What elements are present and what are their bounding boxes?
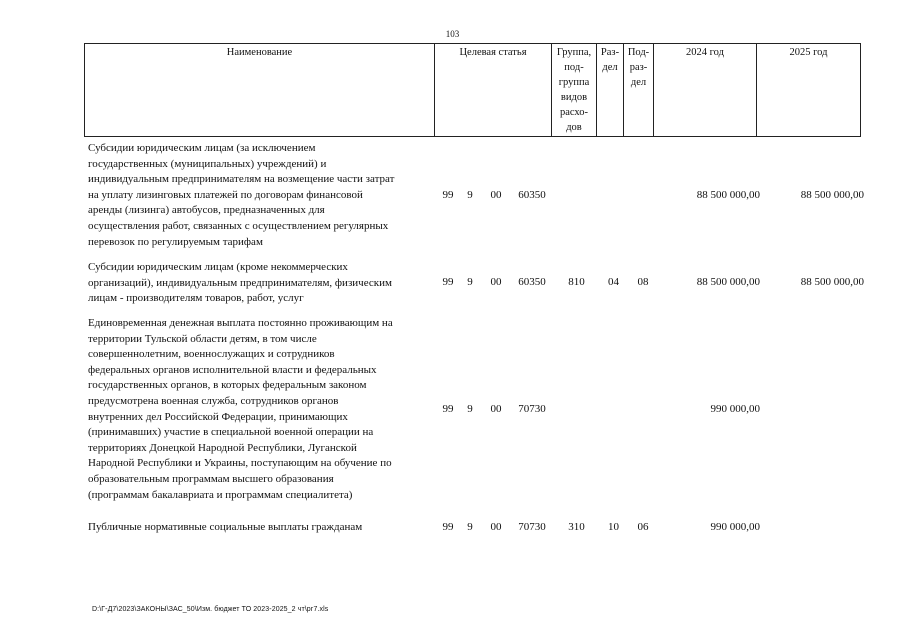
- target-code-3: 00: [490, 403, 502, 415]
- target-code-4: 60350: [518, 276, 546, 288]
- header-year-2025: 2025 год: [757, 44, 861, 137]
- header-name: Наименование: [85, 44, 435, 137]
- header-subsection: Под- раз- дел: [624, 44, 654, 137]
- subsection-code: 06: [637, 521, 649, 533]
- expense-group: 810: [568, 276, 585, 288]
- table-row: [84, 316, 884, 504]
- row-name: Субсидии юридическим лицам (кроме некоммерческих организаций), индивидуальным предпринимателям, физическим лицам - производителям товаров, работ, услуг: [88, 261, 392, 305]
- target-code-3: 00: [490, 189, 502, 201]
- header-section: Раз- дел: [597, 44, 624, 137]
- amount-2024: 88 500 000,00: [696, 276, 760, 288]
- target-code-1: 99: [442, 403, 454, 415]
- page-number: 103: [445, 29, 460, 39]
- table-row: [84, 141, 884, 251]
- target-code-2: 9: [467, 189, 473, 201]
- target-code-1: 99: [442, 276, 454, 288]
- amount-2025: 88 500 000,00: [800, 276, 864, 288]
- section-code: 10: [608, 521, 619, 533]
- section-code: 04: [608, 276, 619, 288]
- row-name: Субсидии юридическим лицам (за исключением государственных (муниципальных) учреждений) и индивидуальным предпринимателям на возмещение части затрат на уплату лизинговых платежей по договорам финансовой аренды (лизинга) автобусов, предназначенных для осуществления работ, связанных с осуществлением регулярных перевозок по регулируемым тарифам: [88, 142, 395, 248]
- row-name: Публичные нормативные социальные выплаты гражданам: [88, 521, 363, 533]
- target-code-4: 70730: [518, 403, 546, 415]
- target-code-1: 99: [442, 189, 454, 201]
- table-row: [84, 520, 884, 538]
- target-code-4: 60350: [518, 189, 546, 201]
- header-year-2024: 2024 год: [654, 44, 757, 137]
- table-header: [84, 43, 861, 137]
- target-code-2: 9: [467, 403, 473, 415]
- header-target-article: Целевая статья: [435, 44, 552, 137]
- target-code-2: 9: [467, 276, 473, 288]
- file-path-footer: D:\Г-Д7\2023\ЗАКОНЫ\ЗАС_50\Изм. бюджет ТО 2023-2025_2 чт\рг7.xls: [92, 606, 329, 613]
- amount-2024: 88 500 000,00: [696, 189, 760, 201]
- target-code-2: 9: [467, 521, 473, 533]
- amount-2024: 990 000,00: [710, 521, 760, 533]
- header-group: Группа, под- группа видов расхо- дов: [552, 44, 597, 137]
- target-code-3: 00: [490, 521, 502, 533]
- row-name: Единовременная денежная выплата постоянно проживающим на территории Тульской области детям, в том числе совершеннолетним, военнослужащих и сотрудников федеральных органов исполнительной власти и федеральных государственных органов, в которых федеральным законом предусмотрена военная служба, сотрудников органов внутренних дел Российской Федерации, принимающих (принимавших) участие в специальной военной операции на территориях Донецкой Народной Республики, Луганской Народной Республики и Украины, поступающим на обучение по образовательным программам высшего образования (программам бакалавриата и программам специалитета): [88, 317, 393, 501]
- table-row: [84, 260, 884, 308]
- target-code-3: 00: [490, 276, 502, 288]
- amount-2025: 88 500 000,00: [800, 189, 864, 201]
- amount-2024: 990 000,00: [710, 403, 760, 415]
- expense-group: 310: [568, 521, 585, 533]
- target-code-4: 70730: [518, 521, 546, 533]
- subsection-code: 08: [637, 276, 649, 288]
- target-code-1: 99: [442, 521, 454, 533]
